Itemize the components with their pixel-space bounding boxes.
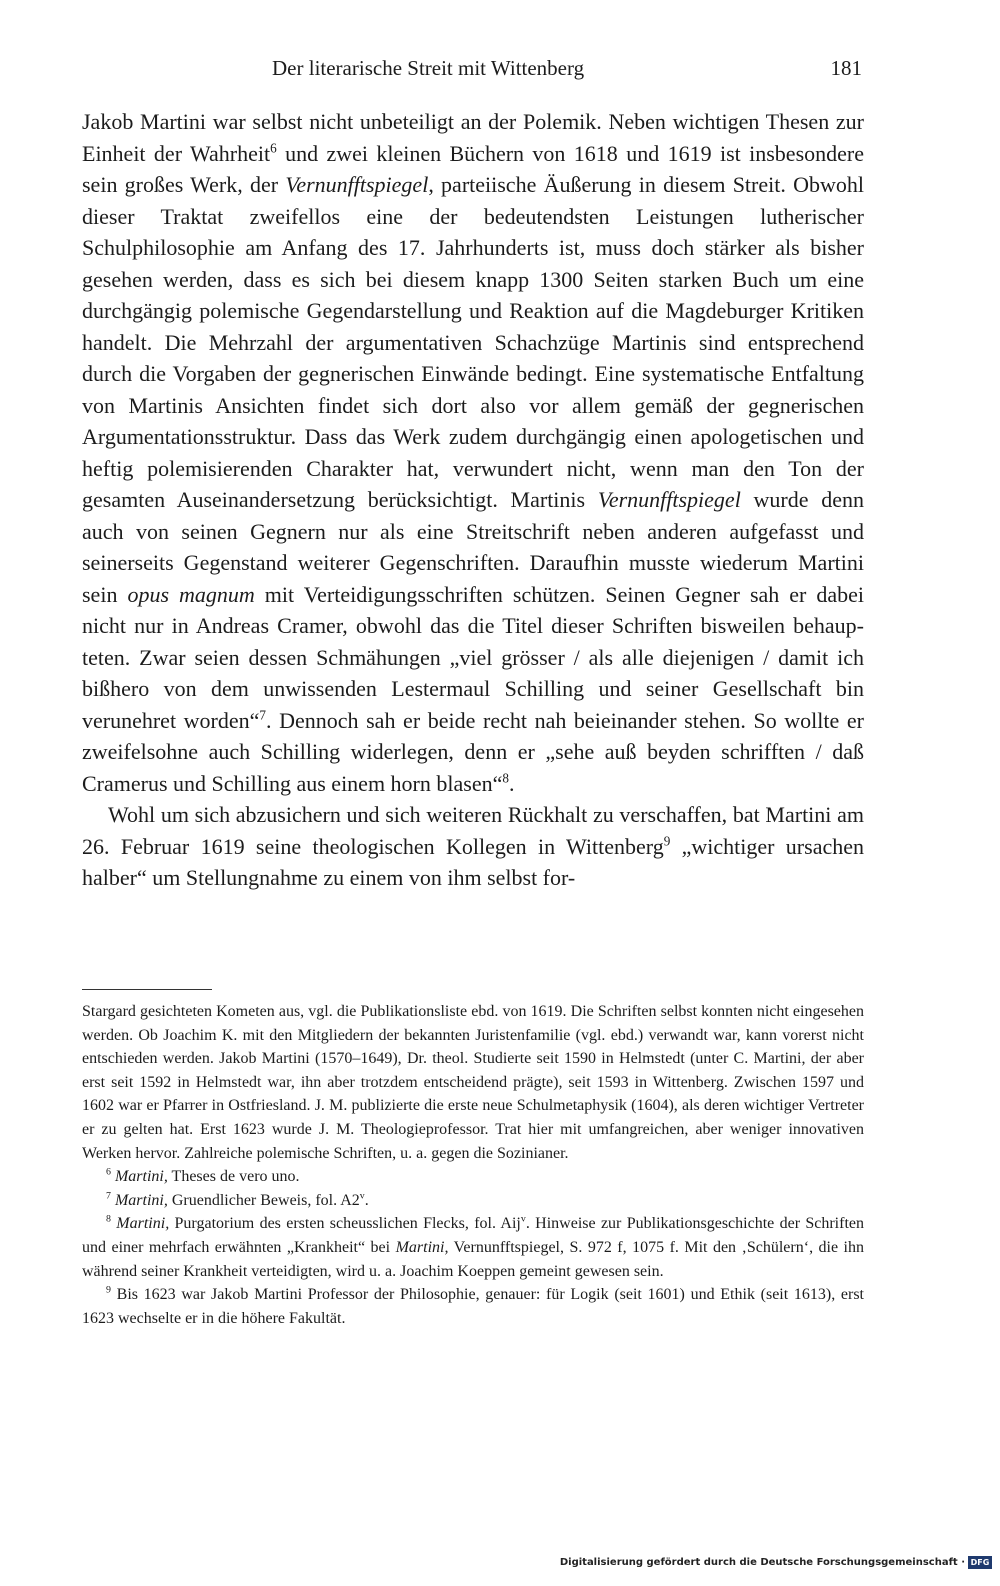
footnote-8 [82, 1212, 864, 1283]
text-run: . [508, 770, 515, 796]
text-run: wurde denn auch von seinen Gegnern nur als eine Streitschrift neben anderen aufgefasst und seinerseits Gegenstand weiterer Gegenschriften. Daraufhin musste wiederum Martini sein [82, 487, 864, 607]
italic-title: Vernunfftspiegel [285, 172, 429, 197]
footnote-author: Martini, [114, 1168, 168, 1186]
footnote-text: Theses de vero uno. [167, 1168, 300, 1186]
dfg-logo-icon: DFG [968, 1556, 992, 1569]
text-run: Wohl um sich abzusichern und sich weiteren Rückhalt zu verschaffen, bat Martini am 26. Februar 1619 seine theologischen Kollegen in Wittenberg [82, 802, 864, 859]
digitization-credit [560, 1556, 992, 1569]
text-run: , parteiische Äußerung in diesem Streit. Obwohl dieser Traktat zweifellos eine der bedeutendsten Leistungen lutherischer Schulphilosophie am Anfang des 17. Jahrhunderts ist, muss doch stärker als bisher gesehen werden, dass es sich bei diesem knapp 1300 Seiten starken Buch um eine durchgängig polemische Gegendarstellung und Reaktion auf die Magdeburger Kritiken handelt. Die Mehrzahl der argumentativen Schachzüge Martinis sind entsprechend durch die Vorgaben der gegnerischen Einwände bedingt. Eine systematische Entfaltung von Martinis Ansichten findet sich dort also vor allem gemäß der gegnerischen Argumentationsstruktur. Dass das Werk zudem durchgängig einen apologetischen und heftig polemisierenden Charakter hat, verwundert nicht, wenn man den Ton der gesamten Auseinandersetzung berücksichtigt. Martinis [82, 172, 864, 512]
text-run: . Dennoch sah er beide recht nah beieinander stehen. So wollte er zweifelsohne auch Schilling widerlegen, denn er „sehe auß beyden schrifften / daß Cramerus und Schilling aus einem horn blasen“ [82, 707, 864, 796]
paragraph-1 [82, 106, 864, 799]
superscript: v [359, 1190, 365, 1202]
footnote-divider [82, 989, 212, 990]
footnote-ref-6: 6 [270, 140, 277, 156]
main-text [82, 106, 864, 894]
text-run: „wichtiger ursachen halber“ um Stellungnahme zu einem von ihm selbst for- [82, 833, 864, 890]
footnote-number: 8 [106, 1214, 111, 1226]
footnote-ref-8: 8 [502, 770, 509, 786]
footnote-text: Bis 1623 war Jakob Martini Professor der Philosophie, genauer: für Logik (seit 1601) und Ethik (seit 1613), erst 1623 wechselte er in die höhere Fakultät. [82, 1286, 864, 1327]
footnote-7 [82, 1189, 864, 1213]
footnote-number: 6 [106, 1166, 111, 1178]
digitization-note: Digitalisierung gefördert durch die Deutsche Forschungsgemeinschaft · [559, 1557, 965, 1568]
footnote-text: Vernunfftspiegel, S. 972 f, 1075 f. Mit den ‚Schülern‘, die ihn während seiner Krankheit verteidigten, wird u. a. Joachim Koeppen gemeint gewesen sein. [82, 1238, 864, 1280]
italic-term: opus magnum [127, 581, 255, 607]
text-run: Jakob Martini war selbst nicht unbeteiligt an der Polemik. Neben wichtigen Thesen zur Einheit der Wahrheit [82, 109, 864, 166]
footnote-ref-7: 7 [259, 707, 266, 723]
footnote-number: 9 [106, 1284, 111, 1296]
italic-title: Vernunfftspiegel [597, 487, 741, 512]
footnote-continuation: Stargard gesichteten Kometen aus, vgl. die Publikationsliste ebd. von 1619. Die Schriften selbst konnten nicht eingesehen werden. Ob Joachim K. mit den Mitgliedern der bekannten Juristenfamilie (vgl. ebd.) verwandt war, kann vorerst nicht entschieden werden. Jakob Martini (1570–1649), Dr. theol. Studierte seit 1590 in Helmstedt (unter C. Martini, der aber erst seit 1592 in Helmstedt war, ihn aber trotzdem entscheidend prägte), seit 1593 in Wittenberg. Zwischen 1597 und 1602 war er Pfarrer in Ostfriesland. J. M. publizierte die erste neue Schulmetaphysik (1604), als deren wichtiger Vertreter er zu gelten hat. Erst 1623 wurde J. M. Theologieprofessor. Trat hier mit umfangreichen, aber weniger innovativen Werken hervor. Zahlreiche polemische Schriften, u. a. gegen die Sozinianer. [82, 1003, 864, 1162]
paragraph-2 [82, 799, 864, 894]
footnote-ref-9: 9 [663, 833, 671, 849]
footnote-number: 7 [106, 1190, 111, 1202]
text-run: und zwei kleinen Büchern von 1618 und 1619 ist insbesondere sein großes Werk, der [82, 140, 864, 197]
footnote-text: Purgatorium des ersten scheusslichen Flecks, fol. Aij [169, 1215, 521, 1233]
footnote-author: Martini, [116, 1215, 170, 1233]
footnote-text: . [364, 1191, 369, 1209]
running-title: Der literarische Streit mit Wittenberg [272, 56, 585, 80]
footnote-9 [82, 1283, 864, 1330]
text-run: mit Verteidigungsschriften schützen. Seinen Gegner sah er dabei nicht nur in Andreas Cramer, obwohl das die Titel dieser Schriften bisweilen behaupteten. Zwar seien dessen Schmähungen „viel grösser / als alle diejenigen / damit ich bißhero von dem unwissenden Lestermaul Schilling und seiner Gesellschaft bin verunehret worden“ [82, 581, 864, 733]
footnote-text: Gruendlicher Beweis, fol. A2 [167, 1191, 360, 1209]
footnote-author: Martini, [395, 1238, 449, 1256]
page-number: 181 [830, 56, 862, 80]
superscript: v [520, 1214, 526, 1226]
footnote-6 [82, 1165, 864, 1189]
footnote-author: Martini, [114, 1191, 168, 1209]
running-head [82, 54, 862, 82]
footnote-text: . Hinweise zur Publikationsgeschichte der Schriften und einer mehrfach erwähnten „Krankheit“ bei [82, 1215, 865, 1256]
footnotes [82, 1000, 864, 1330]
